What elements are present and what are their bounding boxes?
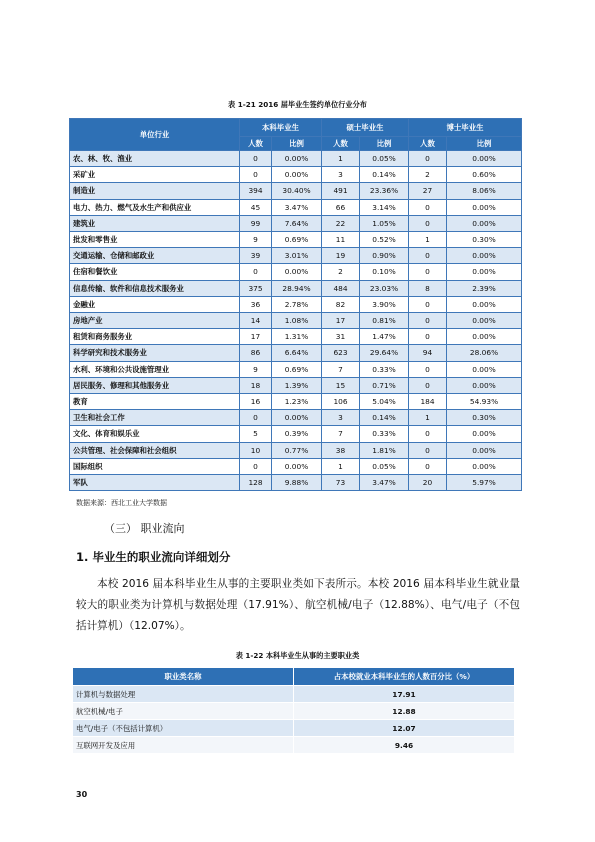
section-title: （三） 职业流向 [104,522,185,535]
industry-name-cell: 文化、体育和娱乐业 [70,426,240,442]
value-cell: 17 [240,329,272,345]
table-row [70,264,522,280]
value-cell: 86 [240,345,272,361]
value-cell: 0 [409,426,447,442]
value-cell: 0 [240,458,272,474]
value-cell: 0 [409,361,447,377]
header-master: 硕士毕业生 [322,119,409,137]
value-cell: 23.36% [360,183,409,199]
value-cell: 623 [322,345,360,361]
value-cell: 0.05% [360,458,409,474]
table-row [70,183,522,199]
value-cell: 2.78% [272,296,322,312]
table-row [70,442,522,458]
value-cell: 484 [322,280,360,296]
value-cell: 17 [322,313,360,329]
value-cell: 11 [322,232,360,248]
header-percentage: 占本校就业本科毕业生的人数百分比（%） [294,668,515,686]
table-row [70,458,522,474]
value-cell: 2 [409,167,447,183]
value-cell: 106 [322,394,360,410]
value-cell: 491 [322,183,360,199]
value-cell: 99 [240,215,272,231]
industry-name-cell: 居民服务、修理和其他服务业 [70,377,240,393]
value-cell: 18 [240,377,272,393]
value-cell: 31 [322,329,360,345]
table-row [70,248,522,264]
value-cell: 0 [409,264,447,280]
industry-name-cell: 卫生和社会工作 [70,410,240,426]
value-cell: 0.52% [360,232,409,248]
table-row [70,280,522,296]
value-cell: 3.01% [272,248,322,264]
occupation-name-cell: 航空机械/电子 [73,703,294,720]
occupation-table [72,667,515,754]
industry-name-cell: 采矿业 [70,167,240,183]
value-cell: 22 [322,215,360,231]
table-row [70,232,522,248]
value-cell: 0.39% [272,426,322,442]
percentage-cell: 17.91 [294,686,515,703]
industry-name-cell: 住宿和餐饮业 [70,264,240,280]
value-cell: 0 [409,248,447,264]
occupation-name-cell: 电气/电子（不包括计算机） [73,720,294,737]
heading-career-flow: 1. 毕业生的职业流向详细划分 [76,550,231,564]
value-cell: 8 [409,280,447,296]
value-cell: 0 [409,458,447,474]
value-cell: 0.00% [447,264,522,280]
value-cell: 0.69% [272,232,322,248]
header-industry: 单位行业 [70,119,240,151]
value-cell: 5.97% [447,475,522,491]
value-cell: 0.14% [360,167,409,183]
value-cell: 73 [322,475,360,491]
value-cell: 0 [409,329,447,345]
industry-name-cell: 建筑业 [70,215,240,231]
value-cell: 45 [240,199,272,215]
industry-name-cell: 水利、环境和公共设施管理业 [70,361,240,377]
industry-name-cell: 教育 [70,394,240,410]
value-cell: 0.00% [447,215,522,231]
occupation-name-cell: 互联网开发及应用 [73,737,294,754]
occupation-name-cell: 计算机与数据处理 [73,686,294,703]
value-cell: 94 [409,345,447,361]
value-cell: 184 [409,394,447,410]
value-cell: 1.39% [272,377,322,393]
table-row [73,686,515,703]
header-occupation: 职业类名称 [73,668,294,686]
value-cell: 0.00% [447,199,522,215]
value-cell: 16 [240,394,272,410]
value-cell: 15 [322,377,360,393]
value-cell: 29.64% [360,345,409,361]
table-row [70,329,522,345]
value-cell: 23.03% [360,280,409,296]
value-cell: 0.00% [447,151,522,167]
value-cell: 82 [322,296,360,312]
value-cell: 5 [240,426,272,442]
table-row [73,737,515,754]
value-cell: 1 [409,410,447,426]
table-row [73,703,515,720]
value-cell: 0 [409,215,447,231]
value-cell: 27 [409,183,447,199]
header-ratio: 比例 [360,137,409,151]
industry-name-cell: 公共管理、社会保障和社会组织 [70,442,240,458]
value-cell: 0.00% [447,458,522,474]
value-cell: 0 [409,313,447,329]
value-cell: 1.08% [272,313,322,329]
value-cell: 1 [322,151,360,167]
industry-name-cell: 制造业 [70,183,240,199]
percentage-cell: 12.07 [294,720,515,737]
value-cell: 5.04% [360,394,409,410]
value-cell: 8.06% [447,183,522,199]
value-cell: 0.90% [360,248,409,264]
value-cell: 2 [322,264,360,280]
value-cell: 7 [322,426,360,442]
table-row [70,151,522,167]
table-row [70,199,522,215]
value-cell: 0.30% [447,232,522,248]
industry-name-cell: 国际组织 [70,458,240,474]
table-row [70,345,522,361]
table-row [70,394,522,410]
value-cell: 14 [240,313,272,329]
value-cell: 0 [409,442,447,458]
percentage-cell: 9.46 [294,737,515,754]
header-ratio: 比例 [447,137,522,151]
value-cell: 0.00% [447,361,522,377]
industry-name-cell: 信息传输、软件和信息技术服务业 [70,280,240,296]
value-cell: 1.47% [360,329,409,345]
value-cell: 3.47% [272,199,322,215]
table-row [70,475,522,491]
value-cell: 28.94% [272,280,322,296]
value-cell: 0.69% [272,361,322,377]
value-cell: 0 [409,296,447,312]
industry-name-cell: 交通运输、仓储和邮政业 [70,248,240,264]
table1-caption: 表 1-21 2016 届毕业生签约单位行业分布 [228,100,367,109]
value-cell: 0.00% [447,329,522,345]
value-cell: 0.00% [272,410,322,426]
value-cell: 0.77% [272,442,322,458]
value-cell: 0.00% [272,167,322,183]
value-cell: 28.06% [447,345,522,361]
value-cell: 0 [409,377,447,393]
industry-name-cell: 电力、热力、燃气及水生产和供应业 [70,199,240,215]
value-cell: 394 [240,183,272,199]
value-cell: 6.64% [272,345,322,361]
value-cell: 39 [240,248,272,264]
table-row [70,167,522,183]
table-row [70,215,522,231]
value-cell: 3.14% [360,199,409,215]
value-cell: 0.10% [360,264,409,280]
value-cell: 9 [240,232,272,248]
header-undergrad: 本科毕业生 [240,119,322,137]
header-count: 人数 [240,137,272,151]
table-row [70,313,522,329]
value-cell: 0.30% [447,410,522,426]
value-cell: 0.00% [447,296,522,312]
value-cell: 0.60% [447,167,522,183]
value-cell: 0.05% [360,151,409,167]
table-row [70,296,522,312]
value-cell: 0.81% [360,313,409,329]
value-cell: 7 [322,361,360,377]
value-cell: 0.71% [360,377,409,393]
value-cell: 128 [240,475,272,491]
value-cell: 19 [322,248,360,264]
value-cell: 1.23% [272,394,322,410]
value-cell: 1 [409,232,447,248]
value-cell: 0.00% [272,151,322,167]
table-row [70,410,522,426]
industry-name-cell: 房地产业 [70,313,240,329]
table-row [70,426,522,442]
value-cell: 20 [409,475,447,491]
value-cell: 38 [322,442,360,458]
value-cell: 1.81% [360,442,409,458]
value-cell: 0.00% [272,458,322,474]
industry-name-cell: 科学研究和技术服务业 [70,345,240,361]
body-paragraph: 本校 2016 届本科毕业生从事的主要职业类如下表所示。本校 2016 届本科毕业生就业量较大的职业类为计算机与数据处理（17.91%）、航空机械/电子（12.88%）、电气/电子（不包括计算机）（12.07%）。 [76,578,520,632]
value-cell: 3.90% [360,296,409,312]
value-cell: 10 [240,442,272,458]
header-count: 人数 [322,137,360,151]
header-count: 人数 [409,137,447,151]
value-cell: 3 [322,167,360,183]
value-cell: 375 [240,280,272,296]
value-cell: 0 [240,151,272,167]
value-cell: 0 [240,167,272,183]
value-cell: 0.00% [447,377,522,393]
industry-distribution-table [69,118,522,491]
value-cell: 1 [322,458,360,474]
value-cell: 0.00% [447,426,522,442]
value-cell: 36 [240,296,272,312]
value-cell: 3 [322,410,360,426]
value-cell: 0.33% [360,361,409,377]
table2-caption: 表 1-22 本科毕业生从事的主要职业类 [235,651,360,660]
value-cell: 0.00% [447,313,522,329]
value-cell: 1.05% [360,215,409,231]
value-cell: 9 [240,361,272,377]
table-row [73,720,515,737]
value-cell: 7.64% [272,215,322,231]
page-number: 30 [76,790,88,799]
value-cell: 30.40% [272,183,322,199]
header-ratio: 比例 [272,137,322,151]
value-cell: 0.00% [447,248,522,264]
value-cell: 9.88% [272,475,322,491]
percentage-cell: 12.88 [294,703,515,720]
value-cell: 0.33% [360,426,409,442]
value-cell: 3.47% [360,475,409,491]
header-phd: 博士毕业生 [409,119,522,137]
table-row [70,361,522,377]
value-cell: 0 [240,410,272,426]
industry-name-cell: 批发和零售业 [70,232,240,248]
value-cell: 2.39% [447,280,522,296]
data-source-note: 数据来源：西北工业大学数据 [76,499,167,507]
industry-name-cell: 农、林、牧、渔业 [70,151,240,167]
value-cell: 0 [409,199,447,215]
table-row [70,377,522,393]
value-cell: 0.00% [447,442,522,458]
industry-name-cell: 租赁和商务服务业 [70,329,240,345]
value-cell: 0 [240,264,272,280]
value-cell: 66 [322,199,360,215]
value-cell: 1.31% [272,329,322,345]
value-cell: 54.93% [447,394,522,410]
industry-name-cell: 军队 [70,475,240,491]
industry-name-cell: 金融业 [70,296,240,312]
value-cell: 0.14% [360,410,409,426]
value-cell: 0.00% [272,264,322,280]
value-cell: 0 [409,151,447,167]
